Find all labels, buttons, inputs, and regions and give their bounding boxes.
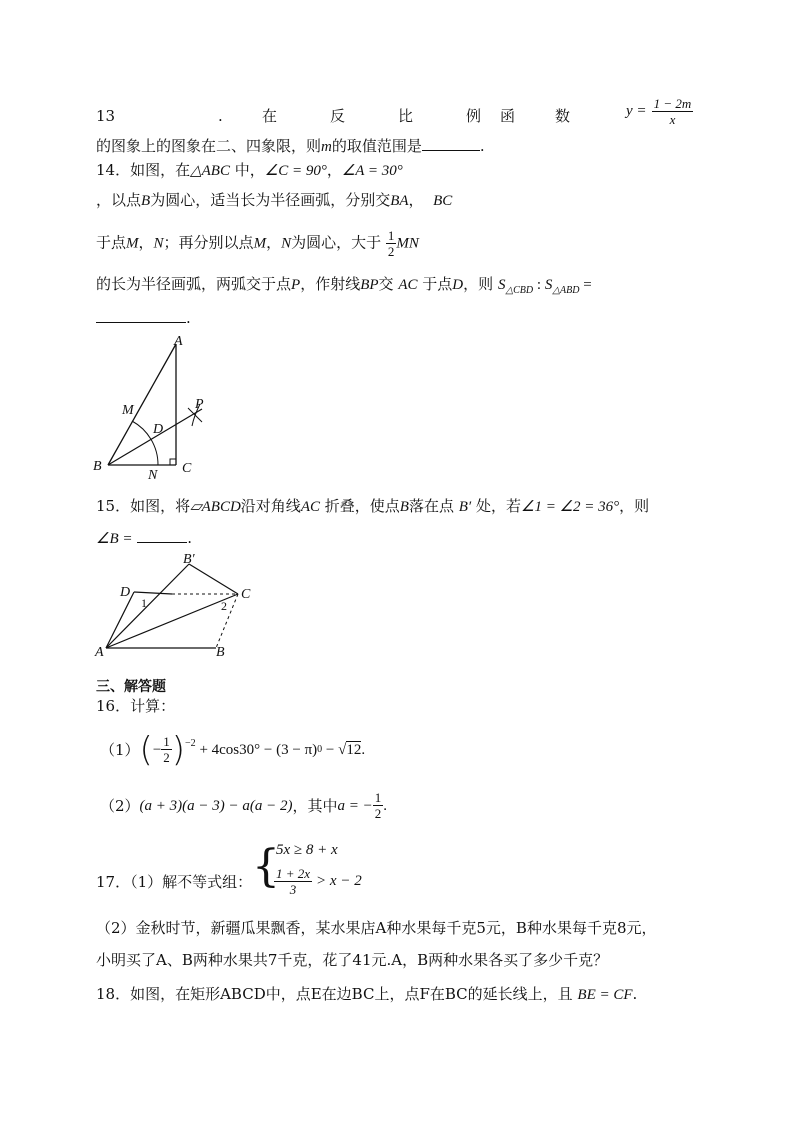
q13-number: 13: [96, 107, 116, 125]
q14-line3: [96, 228, 419, 259]
q14-label-C: C: [182, 461, 192, 476]
q13-char-1: 在: [262, 107, 278, 125]
q17-ineq2-num: 1 + 2x: [276, 866, 311, 881]
q17-ineq1: 5x ≥ 8 + x: [276, 842, 338, 858]
q18-text: 18．如图，在矩形ABCD中，点E在边BC上，点F在BC的延长线上，且: [96, 985, 573, 1003]
q17-ineq2: [274, 866, 362, 897]
q15-side-ABp: [106, 564, 189, 648]
q16-part2: [100, 790, 387, 821]
q15-parallelogram: ▱ABCD: [190, 499, 241, 515]
q14-label-N: N: [148, 468, 158, 480]
q14-line4: [96, 274, 592, 301]
q16-p1-frac: [161, 734, 172, 765]
q16-p1-label: （1）: [100, 740, 140, 759]
q13-function: [626, 96, 693, 127]
q16-p1-rparen: ): [171, 729, 186, 770]
q15-label-A: A: [95, 645, 104, 660]
q16-p1-minus: −: [152, 741, 162, 758]
q16-p1-num: 1: [163, 734, 170, 749]
q15-label-C: C: [241, 587, 251, 602]
q17-ineq2-rhs: > x − 2: [316, 873, 362, 889]
q14-l4e: ，则: [463, 275, 494, 293]
q14-label-B: B: [93, 459, 102, 474]
q15-l1b: 沿对角线: [240, 497, 301, 515]
q14-l4b: ，作射线: [300, 275, 361, 293]
q13-dot: .: [218, 107, 223, 125]
q15-l1c: 折叠，使点: [324, 497, 400, 515]
section-heading-3: 三、解答题: [96, 679, 166, 695]
q17-p2-line2: 小明买了A、B两种水果共7千克，花了41元.A，B两种水果各买了多少千克？: [96, 951, 609, 969]
q14-label-D: D: [153, 422, 164, 437]
q14-half-den: 2: [387, 244, 395, 259]
q15-angle-B: ∠B =: [96, 531, 133, 547]
q13-char-2: 反: [330, 107, 346, 125]
q16-part1: [100, 729, 366, 770]
q16-p1-end: .: [361, 741, 366, 758]
q14-l2-BA: BA: [390, 193, 409, 209]
q14-line1: [96, 160, 403, 181]
q14-ratio-S1: S: [497, 277, 506, 293]
q16-p1-den: 2: [163, 750, 170, 765]
q14-l3c: ；再分别以点: [163, 233, 254, 252]
q13-end: .: [479, 137, 485, 155]
q14-half-frac: [386, 228, 397, 259]
q15-label-2: 2: [221, 599, 227, 613]
q14-intro: 14．如图，在: [96, 161, 191, 179]
q13-char-4: 例: [466, 107, 482, 125]
q16-p1-pi: (3 − π): [276, 741, 318, 758]
q14-answer-line: [96, 308, 191, 328]
q14-l3-N2: N: [281, 235, 292, 252]
q18-end: .: [632, 985, 638, 1003]
q15-line1: [96, 496, 649, 517]
q14-l4d: 于点: [422, 275, 453, 293]
q14-side-BA: [108, 344, 176, 465]
q18-cond: BE = CF: [577, 987, 633, 1003]
q14-l2c: ，: [408, 191, 424, 209]
q14-l4-D: D: [452, 277, 464, 293]
q14-l2b: 为圆心，适当长为半径画弧，分别交: [150, 191, 391, 209]
q15-label-D: D: [120, 585, 131, 600]
q14-triangle: △ABC: [190, 163, 230, 179]
q14-l4-BP: BP: [360, 277, 379, 293]
q15-l1a: 15．如图，将: [96, 497, 191, 515]
q15-label-B: B: [216, 645, 225, 660]
q15-figure: [92, 550, 262, 660]
q14-cond1: ∠C = 90°: [264, 163, 327, 179]
q15-side-D-to-BpC: [134, 592, 172, 594]
q14-l3a: 于点: [96, 233, 127, 252]
q14-mid: 中，: [229, 161, 265, 179]
q14-ratio-sub1: △CBD: [505, 285, 534, 296]
q13-var-m: m: [321, 139, 332, 155]
q15-line2: [96, 528, 192, 549]
q13-line2-a: 的图象上的图象在二、四象限，则: [96, 137, 322, 155]
q14-label-P: P: [195, 397, 204, 412]
q16-p1-sqrt-val: 12: [346, 741, 362, 758]
q14-line2: [96, 190, 452, 211]
q15-end: .: [187, 529, 193, 547]
q14-l4a: 的长为半径画弧，两弧交于点: [96, 275, 292, 293]
q14-answer-blank[interactable]: [96, 308, 186, 323]
q14-l2a: ，以点: [96, 191, 142, 209]
q16-p2-den: 2: [374, 806, 382, 821]
q15-side-BpC: [189, 564, 238, 594]
q15-l1-AC: AC: [300, 499, 320, 515]
q13-line2-b: 的取值范围是: [331, 137, 422, 155]
q16-p1-lparen: (: [139, 729, 153, 770]
q14-ratio-S2: S: [544, 277, 553, 293]
q14-ratio-colon: :: [533, 277, 545, 293]
q16-p1-exp0: 0: [317, 744, 323, 755]
q14-l3e: 为圆心，大于: [291, 233, 382, 252]
q14-l3d: ，: [266, 233, 282, 252]
q16-title: 16．计算：: [96, 697, 176, 715]
q13-answer-blank[interactable]: [422, 136, 480, 151]
q14-l3-N: N: [153, 235, 164, 252]
q16-p2-mid: ，其中: [292, 796, 338, 815]
q16-p1-exp: −2: [185, 738, 196, 749]
q17-ineq2-frac: [274, 866, 312, 897]
q16-p2-a: a = −: [337, 797, 373, 814]
q13-func-frac: [652, 96, 694, 127]
q15-l1f: ，则: [619, 497, 650, 515]
q14-half-num: 1: [387, 228, 395, 243]
q14-figure: [90, 330, 230, 480]
q13-func-den: x: [669, 112, 676, 127]
q13-char-6: 数: [555, 107, 571, 125]
q14-l3b: ，: [138, 233, 154, 252]
q17-p2-line1: （2）金秋时节，新疆瓜果飘香，某水果店A种水果每千克5元，B种水果每千克8元，: [96, 919, 657, 937]
q16-p2-expr: (a + 3)(a − 3) − a(a − 2): [139, 797, 293, 814]
q15-l1e: 处，若: [475, 497, 521, 515]
q16-p1-rest1: + 4cos30° −: [195, 741, 277, 758]
q14-l3-MN: MN: [396, 235, 419, 252]
q13-func-lhs: y =: [626, 103, 647, 119]
q14-l2-BC: BC: [433, 193, 453, 209]
q14-l3-M: M: [126, 235, 139, 252]
q13-char-5: 函: [500, 107, 516, 125]
q17-ineq2-den: 3: [289, 882, 297, 897]
q15-label-Bp: B′: [183, 552, 195, 567]
q15-l1d: 落在点: [408, 497, 454, 515]
q14-l2-B: B: [141, 193, 151, 209]
q17-brace: {: [252, 841, 280, 892]
q14-l4-P: P: [291, 277, 301, 293]
q15-side-AD: [106, 592, 134, 648]
q16-p2-frac: [373, 790, 384, 821]
q14-sep: ，: [326, 161, 342, 179]
q17-label: 17．（1）解不等式组：: [96, 873, 253, 891]
q14-l4-AC: AC: [398, 277, 418, 293]
q14-l3-M2: M: [253, 235, 267, 252]
q13-line2: [96, 136, 485, 157]
q13-func-num: 1 − 2m: [653, 96, 692, 111]
q15-diagonal-AC: [106, 594, 238, 648]
q14-right-angle-mark: [170, 459, 176, 465]
q16-p2-label: （2）: [100, 796, 140, 815]
q16-p1-rest2: −: [322, 741, 339, 758]
q14-cond2: ∠A = 30°: [341, 163, 403, 179]
q15-l1-B: B: [399, 499, 409, 515]
q16-p1-sqrt: √12: [338, 741, 362, 758]
q14-label-A: A: [174, 334, 183, 349]
q14-ratio-eq: =: [579, 277, 592, 293]
q15-l1-Bp: B′: [458, 499, 472, 515]
q15-answer-blank[interactable]: [137, 528, 187, 543]
q14-label-M: M: [122, 403, 134, 418]
q13-char-3: 比: [398, 107, 414, 125]
q14-l4c: 交: [378, 275, 394, 293]
q15-cond: ∠1 = ∠2 = 36°: [521, 499, 620, 515]
q16-p2-end: .: [383, 797, 388, 814]
q15-label-1: 1: [141, 596, 147, 610]
q14-end: .: [186, 309, 191, 327]
q18-line1: [96, 984, 637, 1005]
q14-ratio-sub2: △ABD: [552, 285, 580, 296]
q16-p2-num: 1: [374, 790, 382, 805]
